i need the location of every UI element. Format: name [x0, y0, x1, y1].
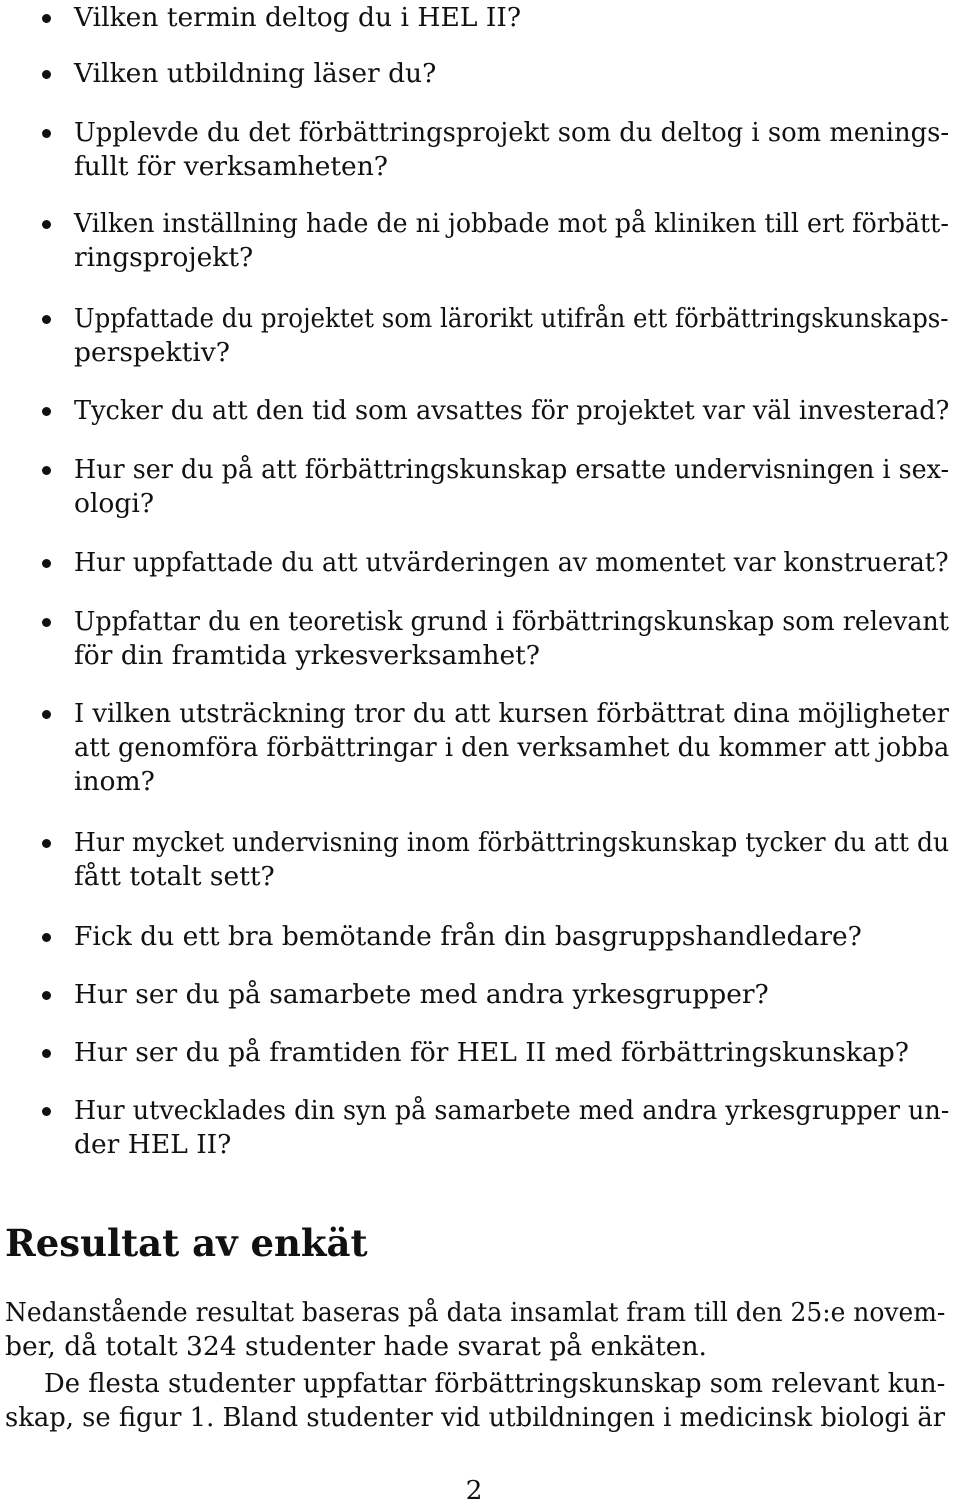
question-line: Hur uppfattade du att utvärderingen av momentet var konstruerat? [74, 547, 949, 578]
question-line: Hur mycket undervisning inom förbättringskunskap tycker du att du [74, 827, 950, 858]
question-line: Hur ser du på att förbättringskunskap ersatte undervisningen i sex- [74, 454, 950, 485]
question-line: för din framtida yrkesverksamhet? [74, 640, 540, 671]
page-number: 2 [465, 1475, 483, 1506]
question-item [74, 394, 949, 428]
question-item [74, 302, 949, 370]
question-item [74, 920, 949, 954]
question-item [74, 116, 949, 184]
question-item [74, 826, 949, 894]
question-item [74, 207, 949, 275]
question-line: Fick du ett bra bemötande från din basgruppshandledare? [74, 921, 862, 952]
question-line: ologi? [74, 488, 155, 519]
question-line: fullt för verksamheten? [74, 151, 389, 182]
question-item [74, 453, 949, 521]
question-item [74, 57, 949, 91]
section-heading: Resultat av enkät [5, 1221, 368, 1265]
paragraph-line: Nedanstående resultat baseras på data insamlat fram till den 25:e novem- [5, 1297, 946, 1328]
question-line: att genomföra förbättringar i den verksamhet du kommer att jobba [74, 732, 950, 763]
question-line: Uppfattar du en teoretisk grund i förbättringskunskap som relevant [74, 606, 949, 637]
question-item [74, 1, 949, 35]
question-item [74, 1094, 949, 1162]
body-paragraph [5, 1367, 945, 1435]
question-line: der HEL II? [74, 1129, 232, 1160]
paragraph-line: ber, då totalt 324 studenter hade svarat på enkäten. [5, 1331, 707, 1362]
question-line: ringsprojekt? [74, 242, 254, 273]
question-line: I vilken utsträckning tror du att kursen förbättrat dina möjligheter [74, 698, 950, 729]
question-line: perspektiv? [74, 337, 230, 368]
question-item [74, 1036, 949, 1070]
question-item [74, 978, 949, 1012]
question-line: Vilken termin deltog du i HEL II? [74, 2, 522, 33]
question-item [74, 605, 949, 673]
question-line: Hur ser du på samarbete med andra yrkesgrupper? [74, 979, 769, 1010]
question-line: Hur ser du på framtiden för HEL II med förbättringskunskap? [74, 1037, 909, 1068]
question-line: Uppfattade du projektet som lärorikt utifrån ett förbättringskunskaps- [74, 303, 949, 334]
question-line: Vilken inställning hade de ni jobbade mot på kliniken till ert förbätt- [74, 208, 949, 239]
question-item [74, 546, 949, 580]
question-line: Upplevde du det förbättringsprojekt som du deltog i som menings- [74, 117, 950, 148]
question-line: Hur utvecklades din syn på samarbete med andra yrkesgrupper un- [74, 1095, 950, 1126]
question-line: fått totalt sett? [74, 861, 275, 892]
question-item [74, 697, 949, 799]
paragraph-line: skap, se figur 1. Bland studenter vid utbildningen i medicinsk biologi är [5, 1402, 946, 1433]
paragraph-line: De flesta studenter uppfattar förbättringskunskap som relevant kun- [44, 1368, 946, 1399]
question-line: Vilken utbildning läser du? [74, 58, 437, 89]
body-paragraph [5, 1296, 945, 1364]
question-line: inom? [74, 766, 155, 797]
question-line: Tycker du att den tid som avsattes för projektet var väl investerad? [74, 395, 950, 426]
